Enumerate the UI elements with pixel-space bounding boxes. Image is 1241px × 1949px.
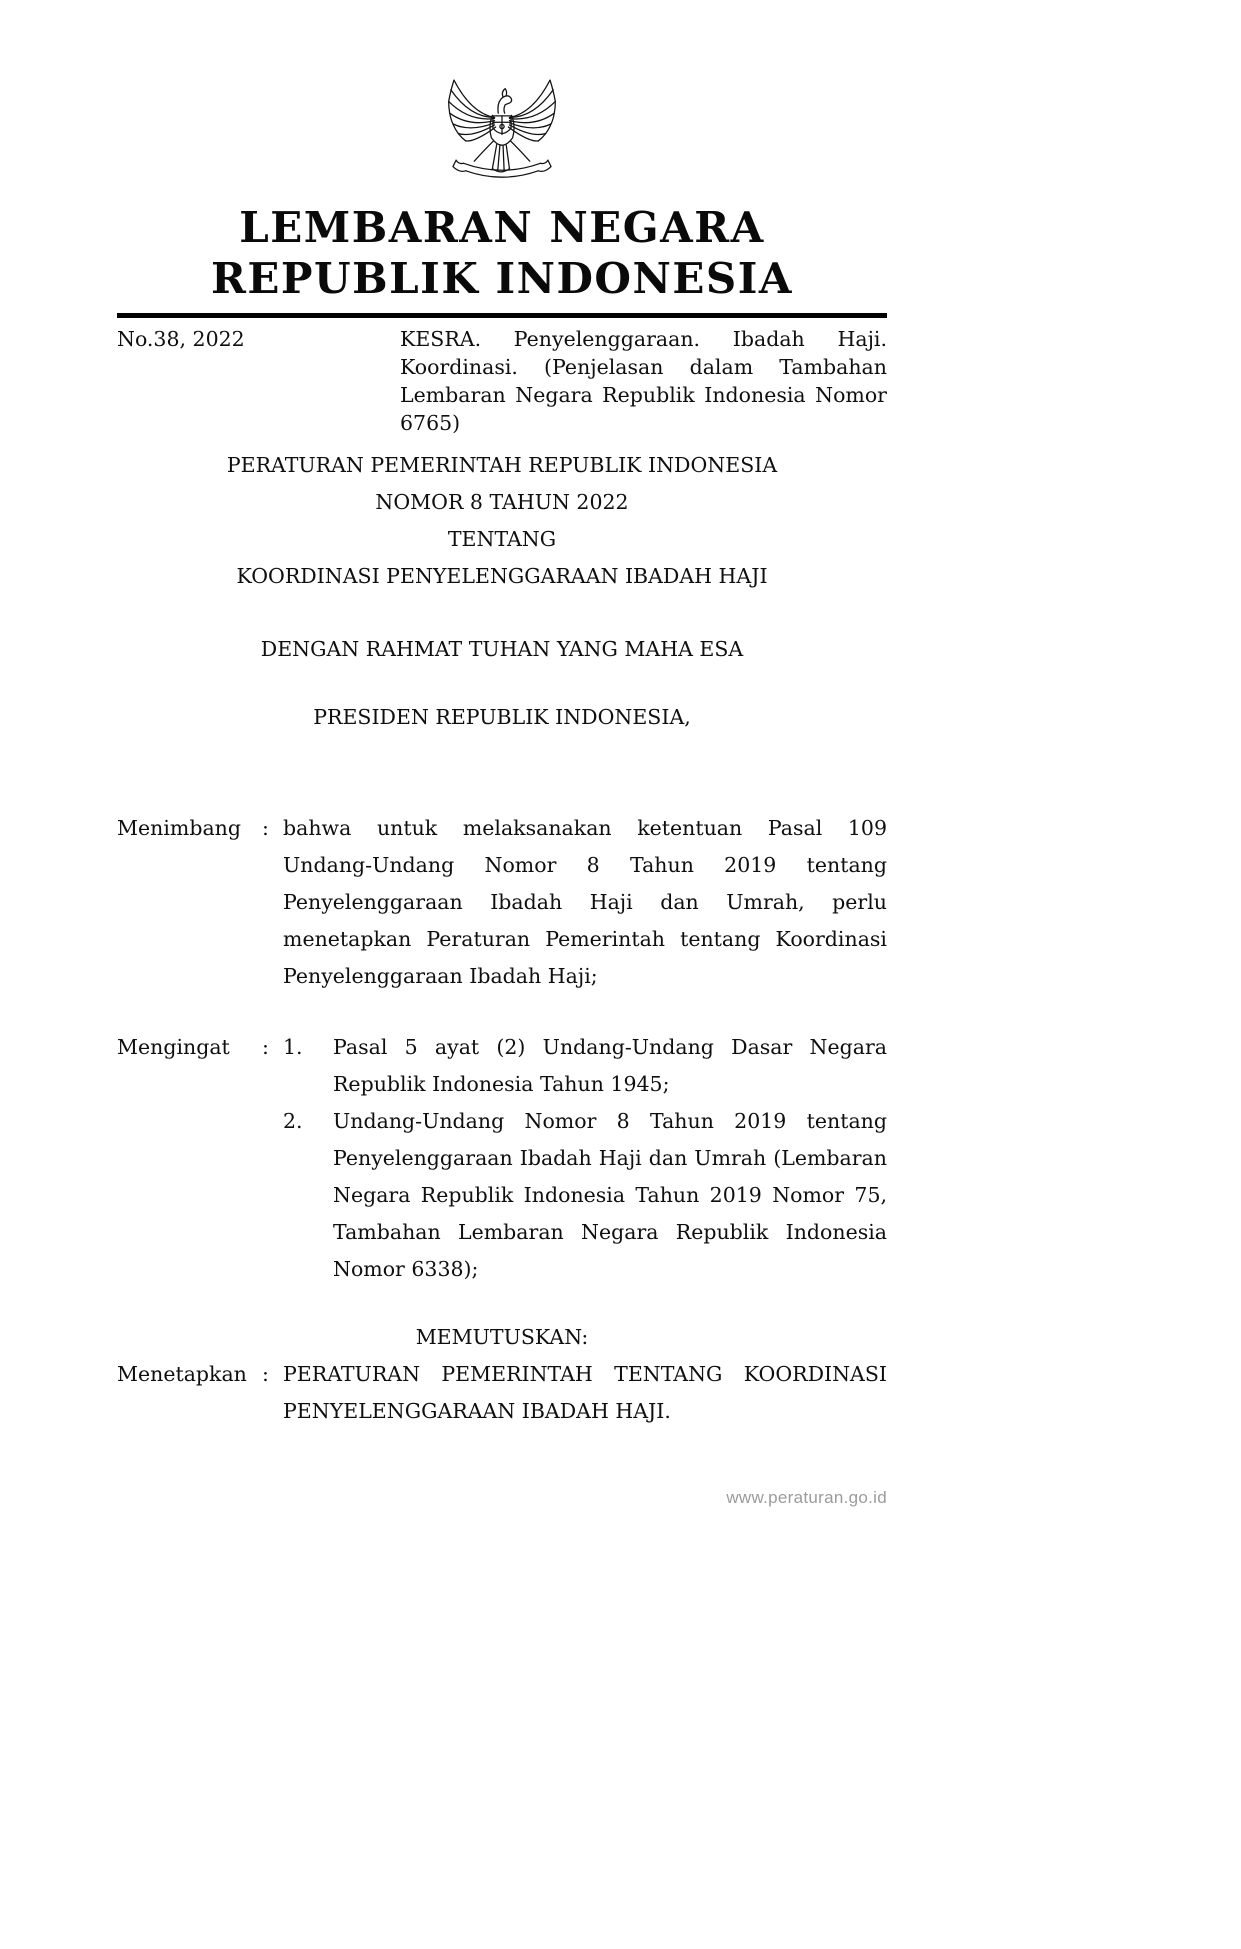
regulation-heading xyxy=(117,447,887,595)
regulation-title-line: KOORDINASI PENYELENGGARAAN IBADAH HAJI xyxy=(236,564,768,589)
list-item xyxy=(283,1029,887,1103)
issue-row xyxy=(117,325,887,437)
menimbang-colon: : xyxy=(262,816,269,841)
memutuskan-line: MEMUTUSKAN: xyxy=(415,1325,589,1350)
issue-subject: KESRA. Penyelenggaraan. Ibadah Haji. Koordinasi. (Penjelasan dalam Tambahan Lembaran Negara Republik Indonesia Nomor 6765) xyxy=(400,327,887,436)
mengingat-label: Mengingat xyxy=(117,1035,230,1060)
menimbang-clause xyxy=(117,810,887,995)
authority-line: PRESIDEN REPUBLIK INDONESIA, xyxy=(313,705,691,730)
document-content xyxy=(117,0,887,1430)
mengingat-colon: : xyxy=(262,1035,269,1060)
invocation-line: DENGAN RAHMAT TUHAN YANG MAHA ESA xyxy=(260,637,744,662)
regulation-number-line: NOMOR 8 TAHUN 2022 xyxy=(375,490,629,515)
masthead-rule xyxy=(117,313,887,318)
menetapkan-label: Menetapkan xyxy=(117,1362,247,1387)
garuda-pancasila-emblem-icon xyxy=(443,62,561,190)
list-item-number: 1. xyxy=(283,1035,303,1060)
masthead-title-line2: REPUBLIK INDONESIA xyxy=(211,254,793,304)
menimbang-text: bahwa untuk melaksanakan ketentuan Pasal 109 Undang-Undang Nomor 8 Tahun 2019 tentang Penyelenggaraan Ibadah Haji dan Umrah, perlu menetapkan Peraturan Pemerintah tentang Koordinasi Penyelenggaraan Ibadah Haji; xyxy=(283,816,887,989)
menetapkan-clause xyxy=(117,1356,887,1430)
watermark-url: www.peraturan.go.id xyxy=(726,1488,887,1507)
tentang-line: TENTANG xyxy=(447,527,557,552)
regulation-type-line: PERATURAN PEMERINTAH REPUBLIK INDONESIA xyxy=(226,453,778,478)
list-item-number: 2. xyxy=(283,1109,303,1134)
list-item-text: Undang-Undang Nomor 8 Tahun 2019 tentang Penyelenggaraan Ibadah Haji dan Umrah (Lembaran Negara Republik Indonesia Tahun 2019 Nomor 75, Tambahan Lembaran Negara Republik Indonesia Nomor 6338); xyxy=(333,1109,887,1282)
list-item-text: Pasal 5 ayat (2) Undang-Undang Dasar Negara Republik Indonesia Tahun 1945; xyxy=(333,1035,887,1097)
masthead-title xyxy=(117,202,887,304)
mengingat-clause xyxy=(117,1029,887,1288)
list-item xyxy=(283,1103,887,1288)
masthead-title-line1: LEMBARAN NEGARA xyxy=(239,203,765,252)
menetapkan-colon: : xyxy=(262,1362,269,1387)
menimbang-label: Menimbang xyxy=(117,816,241,841)
mengingat-list xyxy=(283,1029,887,1288)
issue-number: No.38, 2022 xyxy=(117,327,245,352)
menetapkan-text: PERATURAN PEMERINTAH TENTANG KOORDINASI PENYELENGGARAAN IBADAH HAJI. xyxy=(283,1362,887,1424)
